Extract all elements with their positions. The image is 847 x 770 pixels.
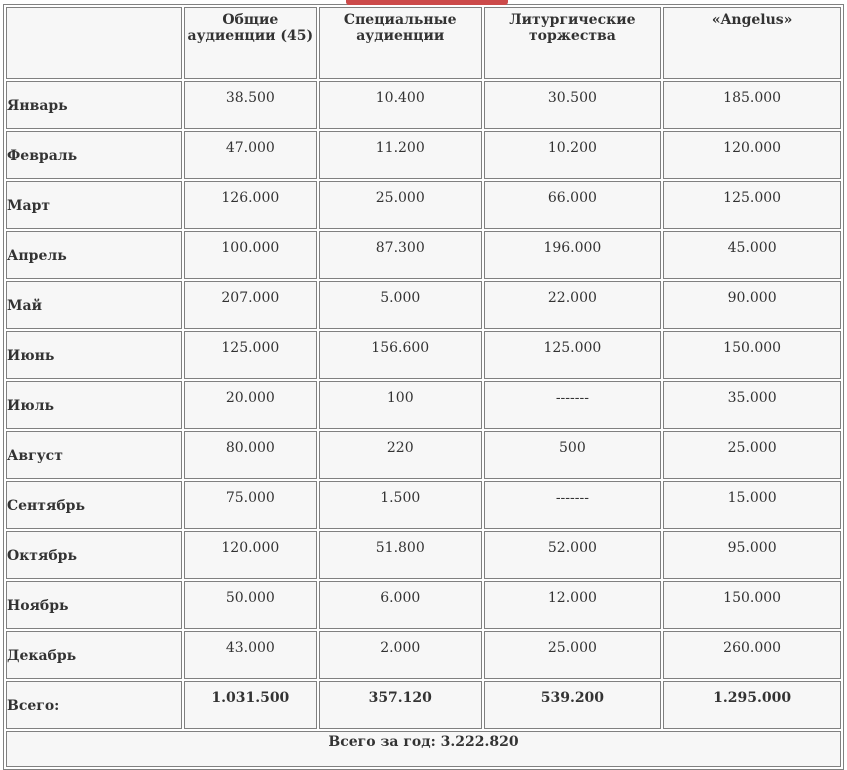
value-cell: 126.000 bbox=[184, 181, 317, 229]
value-cell: 50.000 bbox=[184, 581, 317, 629]
value-cell: 5.000 bbox=[319, 281, 482, 329]
value-cell: 156.600 bbox=[319, 331, 482, 379]
value-cell: ------- bbox=[484, 481, 662, 529]
table-row bbox=[6, 381, 841, 429]
total-row bbox=[6, 681, 841, 729]
value-cell: 43.000 bbox=[184, 631, 317, 679]
month-cell: Июнь bbox=[6, 331, 182, 379]
attendance-table bbox=[3, 4, 844, 770]
value-cell: 2.000 bbox=[319, 631, 482, 679]
value-cell: 500 bbox=[484, 431, 662, 479]
header-general-audiences: Общие аудиенции (45) bbox=[184, 7, 317, 79]
value-cell: 45.000 bbox=[663, 231, 841, 279]
value-cell: 207.000 bbox=[184, 281, 317, 329]
value-cell: 30.500 bbox=[484, 81, 662, 129]
total-value: 357.120 bbox=[319, 681, 482, 729]
value-cell: 150.000 bbox=[663, 581, 841, 629]
value-cell: 6.000 bbox=[319, 581, 482, 629]
table-row bbox=[6, 581, 841, 629]
value-cell: 66.000 bbox=[484, 181, 662, 229]
value-cell: 1.500 bbox=[319, 481, 482, 529]
value-cell: 75.000 bbox=[184, 481, 317, 529]
value-cell: 95.000 bbox=[663, 531, 841, 579]
value-cell: 47.000 bbox=[184, 131, 317, 179]
month-cell: Июль bbox=[6, 381, 182, 429]
table-row bbox=[6, 481, 841, 529]
value-cell: 51.800 bbox=[319, 531, 482, 579]
value-cell: 22.000 bbox=[484, 281, 662, 329]
value-cell: 100.000 bbox=[184, 231, 317, 279]
header-angelus: «Angelus» bbox=[663, 7, 841, 79]
value-cell: 87.300 bbox=[319, 231, 482, 279]
value-cell: ------- bbox=[484, 381, 662, 429]
table-row bbox=[6, 331, 841, 379]
table-row bbox=[6, 181, 841, 229]
value-cell: 80.000 bbox=[184, 431, 317, 479]
value-cell: 12.000 bbox=[484, 581, 662, 629]
value-cell: 196.000 bbox=[484, 231, 662, 279]
value-cell: 10.200 bbox=[484, 131, 662, 179]
month-cell: Август bbox=[6, 431, 182, 479]
month-cell: Апрель bbox=[6, 231, 182, 279]
table-row bbox=[6, 131, 841, 179]
value-cell: 220 bbox=[319, 431, 482, 479]
value-cell: 125.000 bbox=[663, 181, 841, 229]
total-value: 539.200 bbox=[484, 681, 662, 729]
total-label: Всего: bbox=[6, 681, 182, 729]
grand-total: Всего за год: 3.222.820 bbox=[6, 731, 841, 767]
value-cell: 125.000 bbox=[484, 331, 662, 379]
table-row bbox=[6, 81, 841, 129]
value-cell: 25.000 bbox=[319, 181, 482, 229]
table-row bbox=[6, 631, 841, 679]
grand-total-row bbox=[6, 731, 841, 767]
month-cell: Май bbox=[6, 281, 182, 329]
value-cell: 120.000 bbox=[663, 131, 841, 179]
value-cell: 15.000 bbox=[663, 481, 841, 529]
month-cell: Февраль bbox=[6, 131, 182, 179]
table-row bbox=[6, 531, 841, 579]
value-cell: 150.000 bbox=[663, 331, 841, 379]
value-cell: 52.000 bbox=[484, 531, 662, 579]
top-accent-bar bbox=[346, 0, 508, 5]
table-row bbox=[6, 281, 841, 329]
header-liturgical-celebrations: Литургические торжества bbox=[484, 7, 662, 79]
header-special-audiences: Специальные аудиенции bbox=[319, 7, 482, 79]
total-value: 1.295.000 bbox=[663, 681, 841, 729]
month-cell: Декабрь bbox=[6, 631, 182, 679]
value-cell: 125.000 bbox=[184, 331, 317, 379]
value-cell: 100 bbox=[319, 381, 482, 429]
month-cell: Январь bbox=[6, 81, 182, 129]
value-cell: 120.000 bbox=[184, 531, 317, 579]
table-row bbox=[6, 431, 841, 479]
month-cell: Март bbox=[6, 181, 182, 229]
value-cell: 25.000 bbox=[663, 431, 841, 479]
value-cell: 260.000 bbox=[663, 631, 841, 679]
value-cell: 35.000 bbox=[663, 381, 841, 429]
month-cell: Ноябрь bbox=[6, 581, 182, 629]
month-cell: Октябрь bbox=[6, 531, 182, 579]
value-cell: 38.500 bbox=[184, 81, 317, 129]
value-cell: 10.400 bbox=[319, 81, 482, 129]
value-cell: 185.000 bbox=[663, 81, 841, 129]
month-cell: Сентябрь bbox=[6, 481, 182, 529]
value-cell: 20.000 bbox=[184, 381, 317, 429]
header-row bbox=[6, 7, 841, 79]
value-cell: 11.200 bbox=[319, 131, 482, 179]
value-cell: 90.000 bbox=[663, 281, 841, 329]
total-value: 1.031.500 bbox=[184, 681, 317, 729]
header-corner bbox=[6, 7, 182, 79]
value-cell: 25.000 bbox=[484, 631, 662, 679]
table-row bbox=[6, 231, 841, 279]
